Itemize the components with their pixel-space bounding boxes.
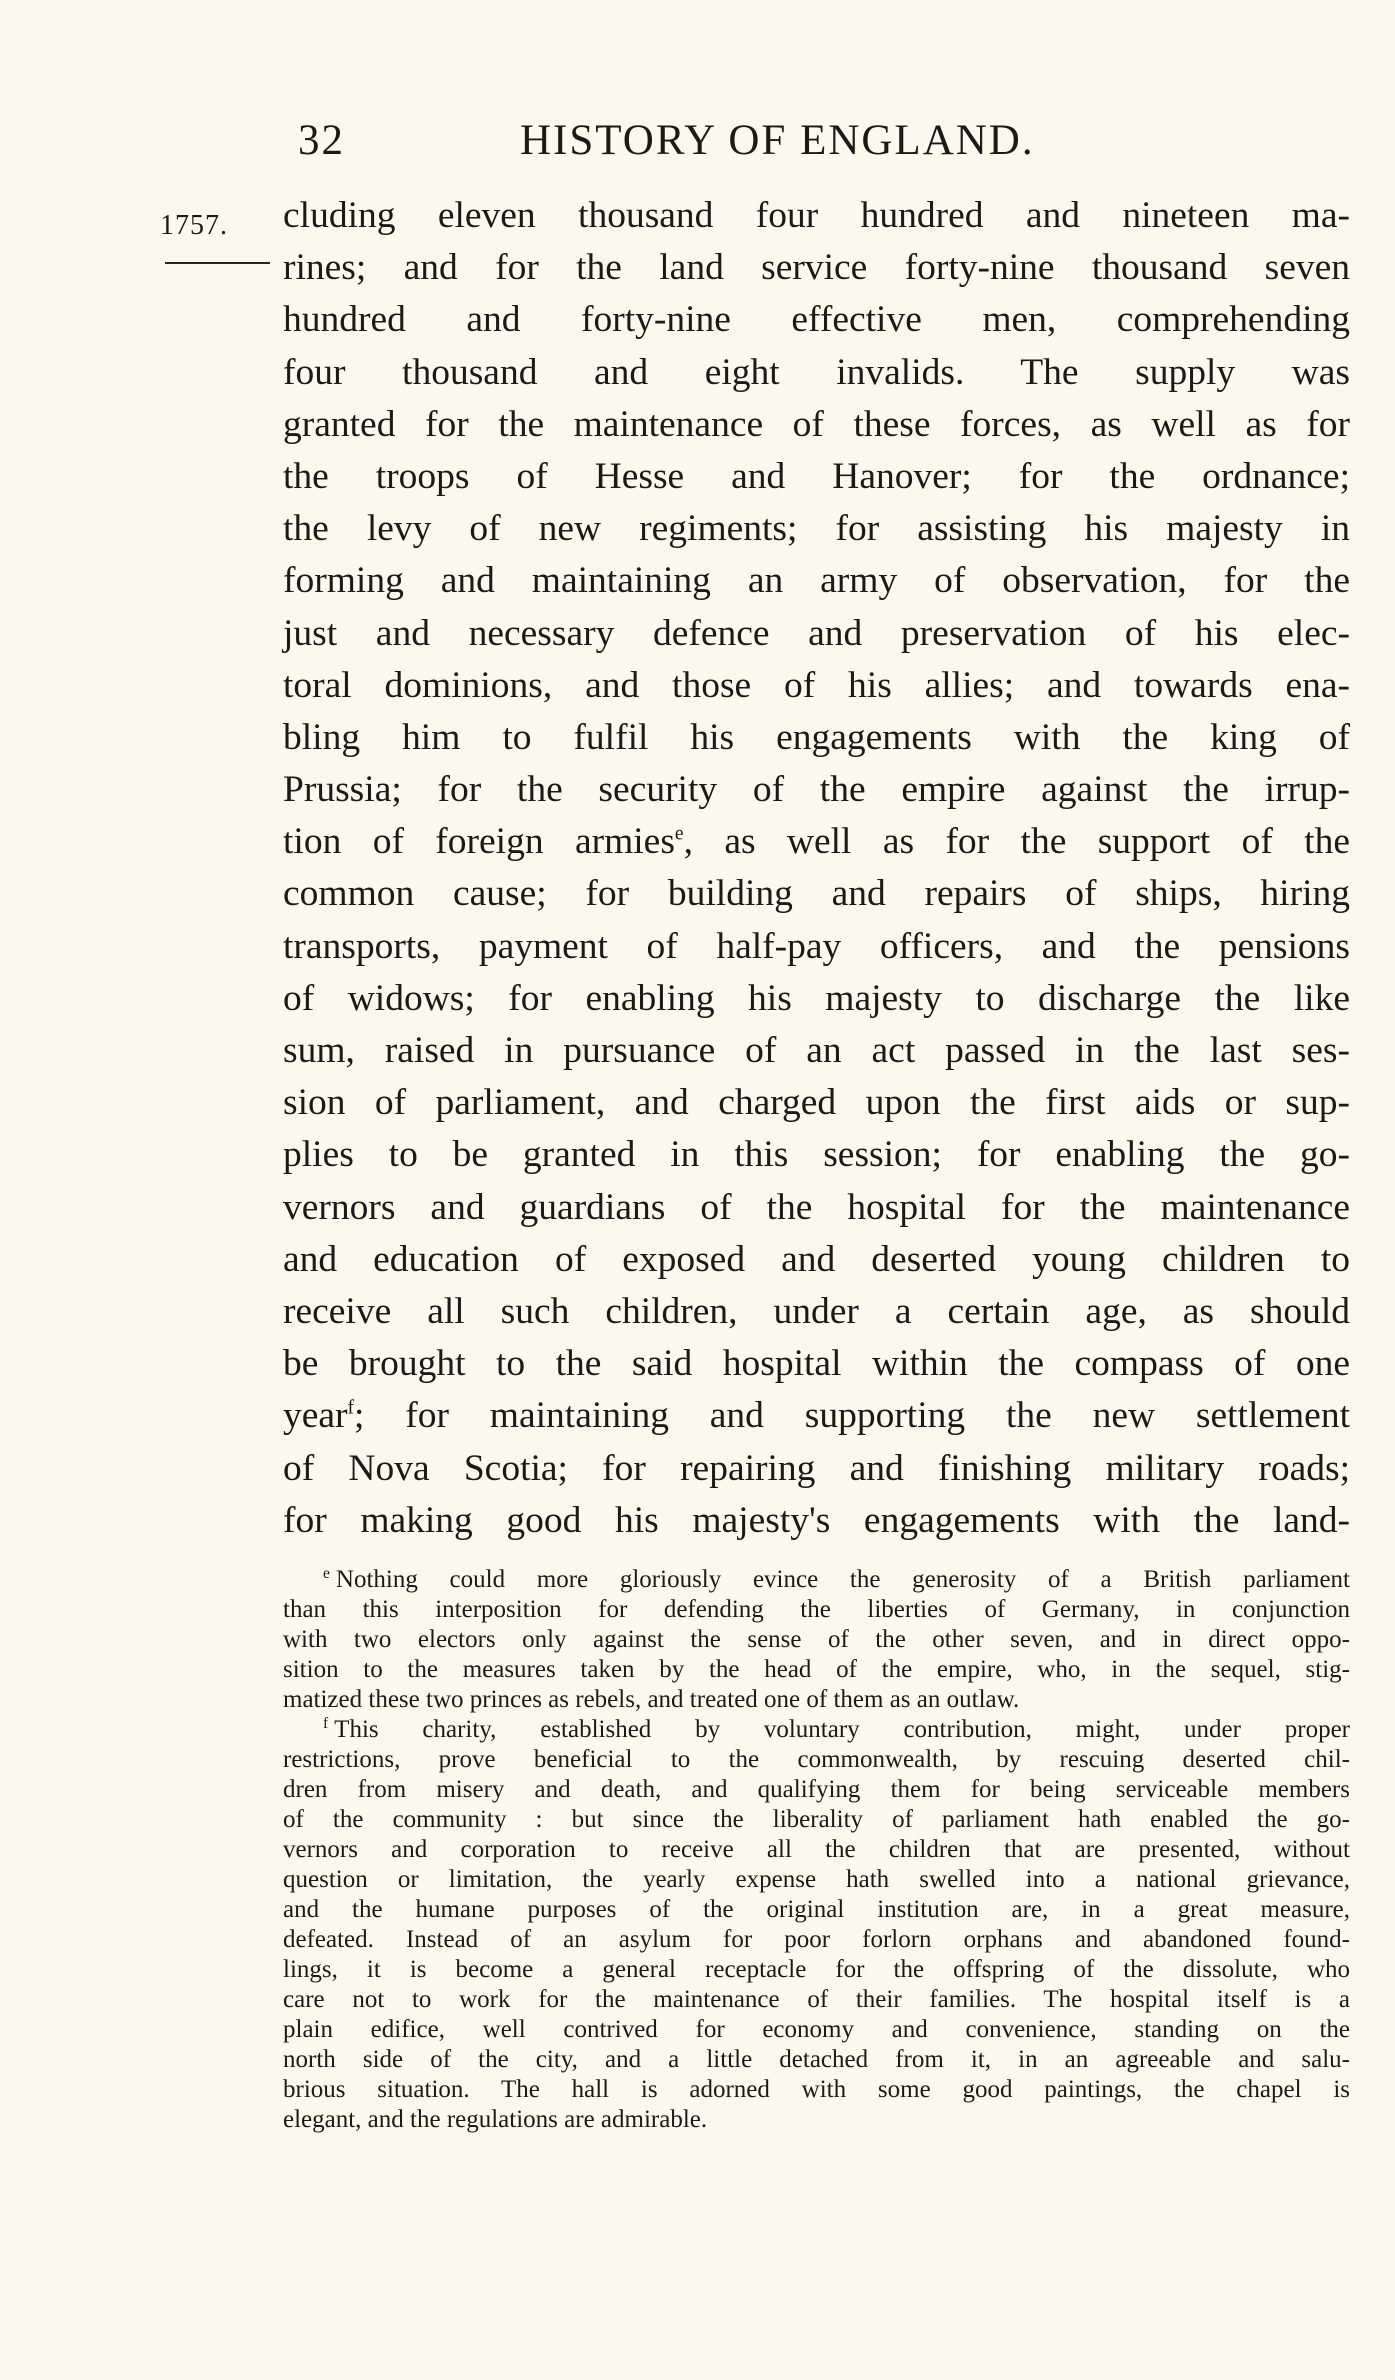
body-line-part: tion of foreign armies <box>283 821 675 863</box>
footnote-e-mark: e <box>323 1564 330 1582</box>
footnote-f-line: brious situation. The hall is adorned with some good paintings, the chapel is <box>283 2076 1350 2103</box>
body-line: vernors and guardians of the hospital for the maintenance <box>283 1186 1350 1228</box>
body-line: for making good his majesty's engagements with the land- <box>283 1499 1350 1541</box>
footnote-text: Nothing could more gloriously evince the generosity of a British parliament <box>335 1566 1350 1593</box>
body-line: cluding eleven thousand four hundred and nineteen ma- <box>283 195 1350 236</box>
body-line-part: ; for maintaining and supporting the new settlement <box>354 1395 1350 1437</box>
footnote-text: This charity, established by voluntary contribution, might, under proper <box>334 1716 1350 1743</box>
running-head <box>288 110 1118 170</box>
page-title: HISTORY OF ENGLAND. <box>520 117 1035 164</box>
body-line: hundred and forty-nine effective men, comprehending <box>283 299 1350 341</box>
footnote-f-line: elegant, and the regulations are admirable. <box>283 2106 708 2133</box>
body-line: bling him to fulfil his engagements with the king of <box>283 716 1350 758</box>
body-text <box>283 190 1350 1547</box>
body-line: the troops of Hesse and Hanover; for the ordnance; <box>283 455 1350 497</box>
page-number: 32 <box>298 117 345 164</box>
margin-rule <box>165 262 270 264</box>
body-line-with-note-f <box>283 1390 1350 1442</box>
footnote-e-line: than this interposition for defending the liberties of Germany, in conjunction <box>283 1596 1350 1623</box>
body-line: of Nova Scotia; for repairing and finishing military roads; <box>283 1447 1350 1489</box>
body-line: of widows; for enabling his majesty to discharge the like <box>283 977 1350 1019</box>
footnote-f-line: vernors and corporation to receive all the children that are presented, without <box>283 1836 1350 1863</box>
body-line: common cause; for building and repairs of ships, hiring <box>283 873 1350 915</box>
body-line: and education of exposed and deserted young children to <box>283 1238 1350 1280</box>
body-line: sion of parliament, and charged upon the first aids or sup- <box>283 1082 1350 1124</box>
body-line: be brought to the said hospital within the compass of one <box>283 1343 1350 1385</box>
body-line: forming and maintaining an army of observation, for the <box>283 560 1350 602</box>
footnote-ref-e[interactable]: e <box>674 823 684 845</box>
body-line: receive all such children, under a certain age, as should <box>283 1290 1350 1332</box>
footnote-f-mark: f <box>323 1714 329 1732</box>
footnotes <box>283 1565 1350 2135</box>
footnote-f-line: dren from misery and death, and qualifying them for being serviceable members <box>283 1776 1350 1803</box>
body-line: Prussia; for the security of the empire against the irrup- <box>283 769 1350 811</box>
body-line: transports, payment of half-pay officers, and the pensions <box>283 925 1350 967</box>
footnote-ref-f[interactable]: f <box>347 1397 355 1419</box>
body-line-part: year <box>283 1395 348 1437</box>
body-line: plies to be granted in this session; for enabling the go- <box>283 1134 1350 1176</box>
footnote-f-line: question or limitation, the yearly expense hath swelled into a national grievance, <box>283 1866 1350 1893</box>
footnote-f-line: plain edifice, well contrived for economy and convenience, standing on the <box>283 2016 1350 2043</box>
footnote-e-line <box>283 1565 1350 1595</box>
body-line: toral dominions, and those of his allies; and towards ena- <box>283 664 1350 706</box>
body-line-part: , as well as for the support of the <box>683 821 1350 863</box>
body-line-with-note-e <box>283 816 1350 868</box>
body-line: granted for the maintenance of these forces, as well as for <box>283 403 1350 445</box>
footnote-f-line <box>283 1715 1350 1745</box>
body-line: sum, raised in pursuance of an act passed in the last ses- <box>283 1030 1350 1071</box>
footnote-f-line: and the humane purposes of the original institution are, in a great measure, <box>283 1896 1350 1923</box>
footnote-e-line: sition to the measures taken by the head of the empire, who, in the sequel, stig- <box>283 1656 1350 1683</box>
footnote-f-line: of the community : but since the liberality of parliament hath enabled the go- <box>283 1806 1350 1833</box>
body-line: the levy of new regiments; for assisting his majesty in <box>283 508 1350 550</box>
margin-year: 1757. <box>160 210 228 241</box>
footnote-f-line: north side of the city, and a little detached from it, in an agreeable and salu- <box>283 2046 1350 2073</box>
footnote-e-line: matized these two princes as rebels, and treated one of them as an outlaw. <box>283 1686 1020 1713</box>
footnote-f-line: care not to work for the maintenance of their families. The hospital itself is a <box>283 1986 1350 2013</box>
body-line: rines; and for the land service forty-nine thousand seven <box>283 247 1350 289</box>
footnote-f-line: restrictions, prove beneficial to the commonwealth, by rescuing deserted chil- <box>283 1746 1350 1773</box>
footnote-f-line: defeated. Instead of an asylum for poor forlorn orphans and abandoned found- <box>283 1926 1350 1953</box>
footnote-e-line: with two electors only against the sense of the other seven, and in direct oppo- <box>283 1626 1350 1653</box>
footnote-f-line: lings, it is become a general receptacle for the offspring of the dissolute, who <box>283 1956 1350 1983</box>
body-line: just and necessary defence and preservation of his elec- <box>283 612 1350 654</box>
body-line: four thousand and eight invalids. The supply was <box>283 351 1350 393</box>
